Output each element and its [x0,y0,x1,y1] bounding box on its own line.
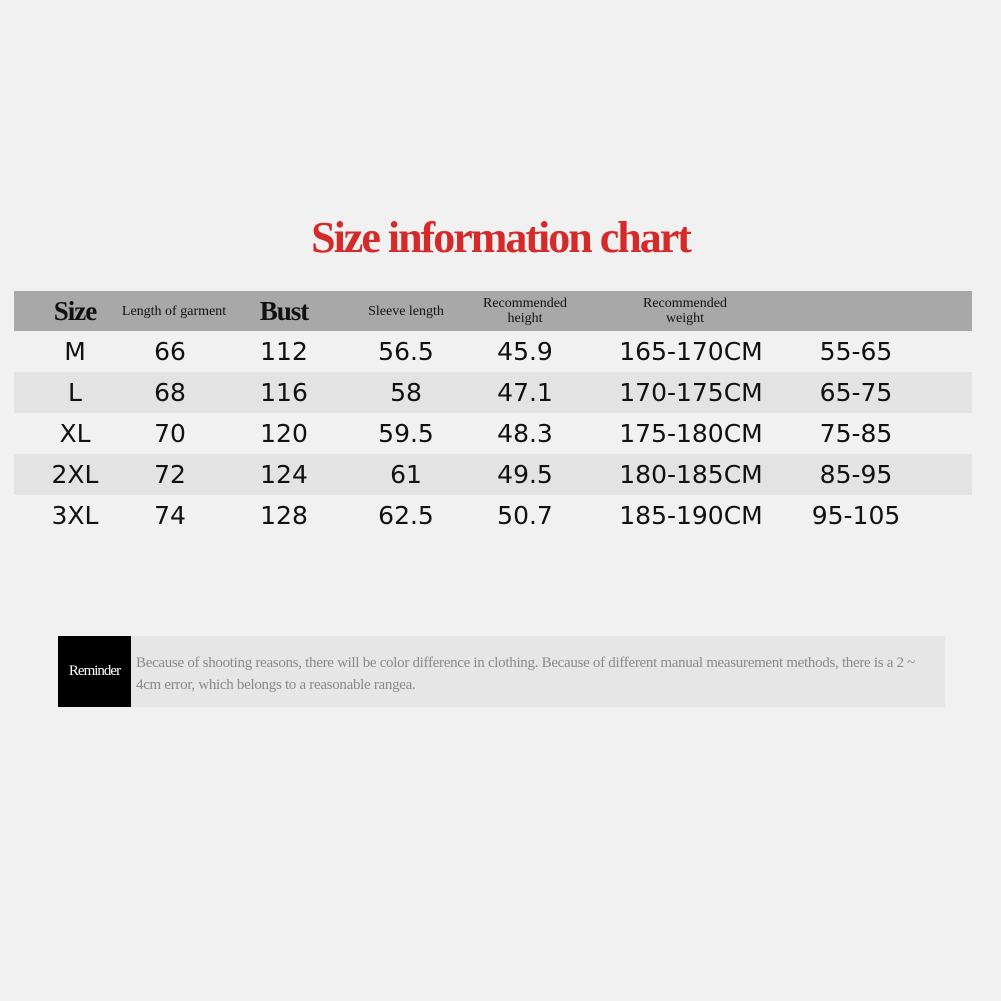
table-row [14,495,972,536]
table-cell: 47.1 [497,378,553,407]
column-header: Bust [259,295,309,326]
table-cell: 65-75 [819,378,893,407]
table-cell: 62.5 [378,501,434,530]
table-row [14,331,972,372]
reminder-label: Reminder [58,636,131,707]
reminder-text: Because of shooting reasons, there will be color difference in clothing. Because of different manual measurement methods, there is a 2 ~ 4cm error, which belongs to a reasonable rangea. [136,655,915,693]
table-cell: XL [59,419,91,448]
table-cell: 124 [260,460,308,489]
table-cell: 48.3 [497,419,553,448]
column-header: Recommended weight [643,296,727,326]
table-cell: 50.7 [497,501,553,530]
table-cell: 66 [154,337,186,366]
size-table [14,291,972,536]
table-cell: 70 [154,419,186,448]
table-row [14,454,972,495]
table-cell: 72 [154,460,186,489]
table-cell: 116 [260,378,308,407]
table-cell: 61 [390,460,422,489]
table-cell: 85-95 [819,460,893,489]
table-cell: M [64,337,86,366]
table-cell: 74 [154,501,186,530]
table-cell: 55-65 [819,337,893,366]
table-row [14,372,972,413]
table-cell: 58 [390,378,422,407]
table-cell: 120 [260,419,308,448]
table-header [14,291,972,331]
table-row [14,413,972,454]
column-header: Size [53,295,97,326]
table-cell: 45.9 [497,337,553,366]
table-cell: 59.5 [378,419,434,448]
table-cell: 112 [260,337,308,366]
table-cell: 49.5 [497,460,553,489]
table-cell: 180-185CM [619,460,763,489]
column-header: Length of garment [121,303,227,319]
table-cell: 68 [154,378,186,407]
table-cell: 175-180CM [619,419,763,448]
reminder-box [58,636,945,707]
column-header: Sleeve length [368,303,444,319]
table-cell: 185-190CM [619,501,763,530]
table-body [14,331,972,536]
table-cell: 3XL [51,501,99,530]
table-cell: 170-175CM [619,378,763,407]
table-cell: 128 [260,501,308,530]
table-cell: 95-105 [811,501,901,530]
table-cell: 56.5 [378,337,434,366]
table-cell: 75-85 [819,419,893,448]
table-cell: 2XL [51,460,99,489]
table-cell: L [68,378,82,407]
table-cell: 165-170CM [619,337,763,366]
column-header: Recommended height [483,296,567,326]
column-header [801,291,911,331]
page-title: Size information chart [311,213,690,262]
